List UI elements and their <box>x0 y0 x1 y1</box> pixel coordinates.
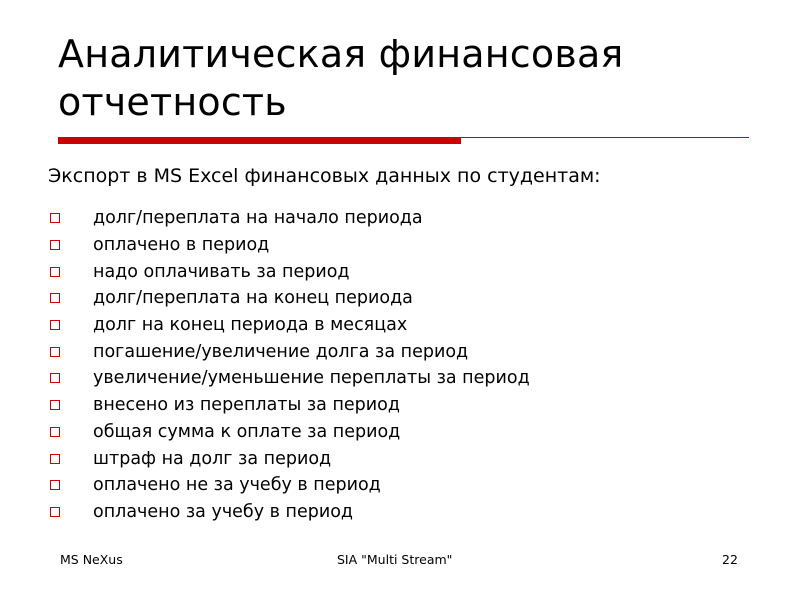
bullet-text: оплачено за учебу в период <box>93 501 354 522</box>
bullet-item <box>50 365 530 392</box>
hollow-square-bullet-icon <box>50 240 60 250</box>
bullet-item <box>50 419 530 446</box>
hollow-square-bullet-icon <box>50 213 60 223</box>
bullet-item <box>50 232 530 259</box>
hollow-square-bullet-icon <box>50 454 60 464</box>
title-underline-accent <box>58 137 461 144</box>
bullet-text: долг на конец периода в месяцах <box>93 315 408 336</box>
bullet-item <box>50 205 530 232</box>
bullet-text: внесено из переплаты за период <box>93 395 400 416</box>
bullet-item <box>50 312 530 339</box>
bullet-item <box>50 472 530 499</box>
hollow-square-bullet-icon <box>50 320 60 330</box>
title-underline-rule <box>461 137 749 138</box>
bullet-text: общая сумма к оплате за период <box>93 421 401 442</box>
bullet-item <box>50 499 530 526</box>
footer-company: MS NeXus <box>60 552 123 567</box>
intro-text: Экспорт в MS Excel финансовых данных по студентам: <box>48 165 601 187</box>
hollow-square-bullet-icon <box>50 267 60 277</box>
bullet-text: надо оплачивать за период <box>93 261 350 282</box>
hollow-square-bullet-icon <box>50 507 60 517</box>
hollow-square-bullet-icon <box>50 480 60 490</box>
slide-title <box>58 30 758 126</box>
bullet-list <box>50 205 530 525</box>
hollow-square-bullet-icon <box>50 347 60 357</box>
bullet-item <box>50 258 530 285</box>
bullet-text: оплачено в период <box>93 235 270 256</box>
bullet-item <box>50 338 530 365</box>
bullet-text: долг/переплата на начало периода <box>93 208 423 229</box>
bullet-text: погашение/увеличение долга за период <box>93 341 469 362</box>
hollow-square-bullet-icon <box>50 400 60 410</box>
footer-organization: SIA "Multi Stream" <box>337 552 453 567</box>
hollow-square-bullet-icon <box>50 427 60 437</box>
slide-title-line-2: отчетность <box>58 80 287 124</box>
hollow-square-bullet-icon <box>50 373 60 383</box>
bullet-item <box>50 445 530 472</box>
bullet-text: увеличение/уменьшение переплаты за период <box>93 368 530 389</box>
slide-title-line-1: Аналитическая финансовая <box>58 32 624 76</box>
bullet-item <box>50 285 530 312</box>
bullet-text: штраф на долг за период <box>93 448 332 469</box>
footer-page-number: 22 <box>722 552 738 567</box>
bullet-item <box>50 392 530 419</box>
hollow-square-bullet-icon <box>50 293 60 303</box>
bullet-text: долг/переплата на конец периода <box>93 288 413 309</box>
bullet-text: оплачено не за учебу в период <box>93 475 381 496</box>
